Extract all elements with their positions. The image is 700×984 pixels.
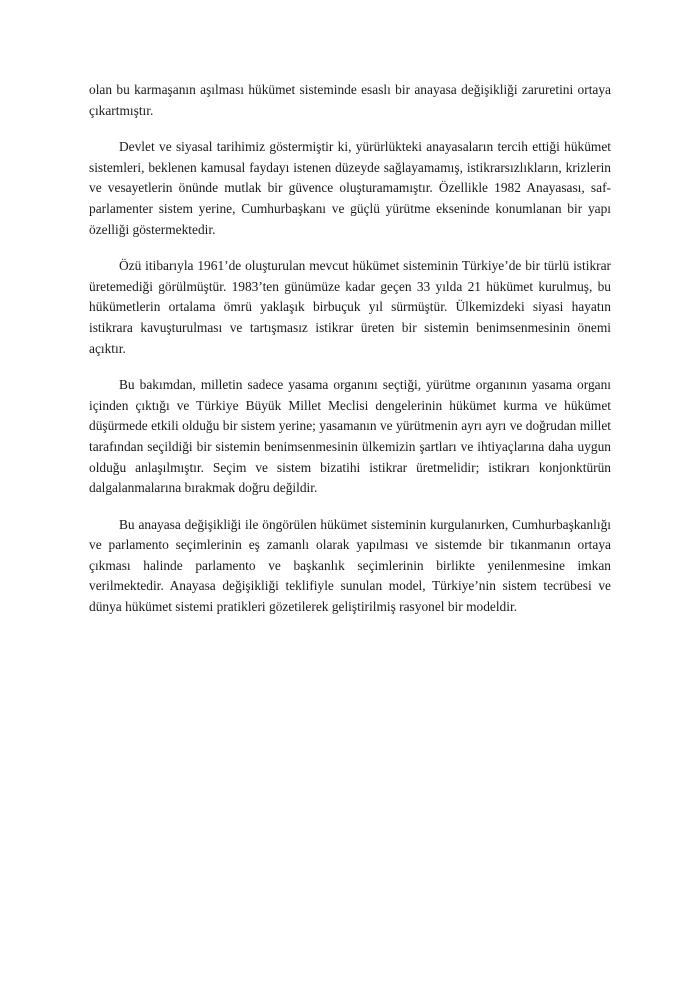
paragraph-4: Bu bakımdan, milletin sadece yasama organını seçtiği, yürütme organının yasama organı içinden çıktığı ve Türkiye Büyük Millet Meclisi dengelerinin hükümet kurma ve hükümet düşürmede etkili olduğu bir sistem yerine; yasamanın ve yürütmenin ayrı ayrı ve doğrudan millet tarafından seçildiği bir sistemin benimsenmesinin ülkemizin şartları ve ihtiyaçlarına daha uygun olduğu anlaşılmıştır. Seçim ve sistem bizatihi istikrar üretmelidir; istikrarı konjonktürün dalgalanmalarına bırakmak doğru değildir. [89,377,611,496]
paragraph-2: Devlet ve siyasal tarihimiz göstermiştir ki, yürürlükteki anayasaların tercih ettiği hükümet sistemleri, beklenen kamusal faydayı istenen düzeyde sağlayamamış, istikrarsızlıkların, krizlerin ve vesayetlerin önünde mutlak bir güvence oluşturamamıştır. Özellikle 1982 Anayasası, saf-parlamenter sistem yerine, Cumhurbaşkanı ve güçlü yürütme ekseninde konumlanan bir yapı özelliği göstermektedir. [89,139,611,237]
document-page [89,80,611,634]
paragraph-1: olan bu karmaşanın aşılması hükümet sisteminde esaslı bir anayasa değişikliği zaruretini ortaya çıkartmıştır. [89,82,611,118]
paragraph-5: Bu anayasa değişikliği ile öngörülen hükümet sisteminin kurgulanırken, Cumhurbaşkanlığı ve parlamento seçimlerinin eş zamanlı olarak yapılması ve sistemde bir tıkanmanın ortaya çıkması halinde parlamento ve başkanlık seçimlerinin birlikte yenilenmesine imkan verilmektedir. Anayasa değişikliği teklifiyle sunulan model, Türkiye’nin sistem tecrübesi ve dünya hükümet sistemi pratikleri gözetilerek geliştirilmiş rasyonel bir modeldir. [89,516,611,615]
paragraph-3: Özü itibarıyla 1961’de oluşturulan mevcut hükümet sisteminin Türkiye’de bir türlü istikrar üretemediği görülmüştür. 1983’ten günümüze kadar geçen 33 yılda 21 hükümet kurulmuş, bu hükümetlerin ortalama ömrü yaklaşık birbuçuk yıl sürmüştür. Ülkemizdeki siyasi hayatın istikrara kavuşturulması ve tartışmasız istikrar üreten bir sistemin benimsenmesinin önemi açıktır. [89,258,611,356]
